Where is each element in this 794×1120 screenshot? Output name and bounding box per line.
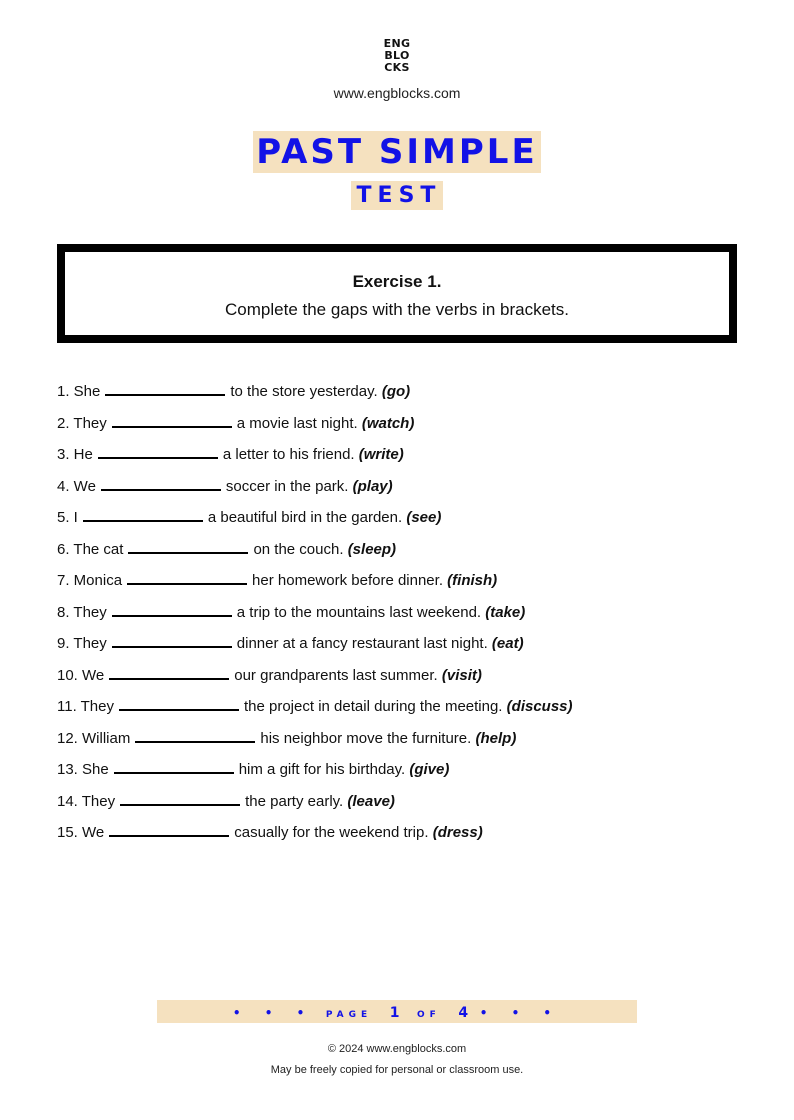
question-subject: 2. They [57, 414, 107, 432]
question-rest: a beautiful bird in the garden. [207, 509, 403, 526]
logo [0, 38, 794, 74]
question-subject: 3. He [57, 446, 93, 463]
dots-left: • • • [232, 1006, 315, 1020]
question-subject: 1. She [57, 383, 101, 400]
question-subject: 10. We [57, 666, 105, 684]
exercise-title: Exercise 1. [352, 272, 442, 291]
answer-blank[interactable] [128, 538, 248, 554]
question-subject: 14. They [57, 792, 116, 810]
question-item [57, 727, 747, 759]
answer-blank[interactable] [119, 695, 239, 711]
total-pages: 4 [458, 1005, 469, 1021]
logo-line: CKS [384, 61, 410, 74]
question-item [57, 506, 747, 538]
question-rest: a letter to his friend. [222, 446, 355, 463]
of-label: OF [417, 1010, 441, 1020]
title-wrap [0, 131, 794, 173]
question-rest: his neighbor move the furniture. [260, 729, 472, 747]
answer-blank[interactable] [109, 664, 229, 680]
question-item [57, 569, 747, 601]
answer-blank[interactable] [114, 758, 234, 774]
verb-hint: (discuss) [506, 698, 573, 715]
question-rest: a trip to the mountains last weekend. [236, 603, 482, 621]
question-rest: to the store yesterday. [230, 383, 378, 400]
answer-blank[interactable] [112, 601, 232, 617]
answer-blank[interactable] [83, 506, 203, 522]
verb-hint: (visit) [441, 666, 482, 684]
exercise-box [57, 244, 737, 343]
answer-blank[interactable] [109, 821, 229, 837]
question-subject: 13. She [57, 761, 109, 778]
question-list [57, 380, 747, 853]
current-page: 1 [389, 1005, 400, 1021]
license-note: May be freely copied for personal or classroom use. [270, 1064, 524, 1076]
dots-right: • • • [479, 1006, 562, 1020]
answer-blank[interactable] [127, 569, 247, 585]
verb-hint: (finish) [447, 572, 498, 589]
logo-line: BLO [384, 49, 410, 62]
question-subject: 11. They [57, 698, 114, 715]
question-item [57, 380, 747, 412]
question-rest: the party early. [245, 792, 344, 810]
verb-hint: (see) [406, 509, 442, 526]
question-rest: our grandparents last summer. [234, 666, 438, 684]
verb-hint: (help) [475, 729, 517, 747]
question-subject: 9. They [57, 635, 107, 652]
question-subject: 5. I [57, 509, 78, 526]
subtitle-wrap [0, 181, 794, 210]
question-rest: casually for the weekend trip. [234, 824, 429, 841]
question-item [57, 790, 747, 822]
verb-hint: (play) [352, 477, 393, 495]
answer-blank[interactable] [135, 727, 255, 743]
question-item [57, 632, 747, 664]
verb-hint: (watch) [361, 414, 415, 432]
page-title: PAST SIMPLE [253, 131, 540, 173]
verb-hint: (sleep) [347, 540, 397, 558]
question-rest: a movie last night. [236, 414, 358, 432]
answer-blank[interactable] [101, 475, 221, 491]
page-indicator [157, 1000, 637, 1023]
verb-hint: (eat) [491, 635, 524, 652]
question-subject: 6. The cat [57, 540, 124, 558]
question-subject: 15. We [57, 824, 105, 841]
question-rest: the project in detail during the meeting. [243, 698, 503, 715]
page-label: PAGE [325, 1010, 373, 1020]
verb-hint: (take) [485, 603, 526, 621]
question-rest: soccer in the park. [225, 477, 349, 495]
question-subject: 8. They [57, 603, 107, 621]
answer-blank[interactable] [112, 632, 232, 648]
verb-hint: (dress) [432, 824, 483, 841]
question-item [57, 758, 747, 790]
question-subject: 7. Monica [57, 572, 123, 589]
logo-line: ENG [383, 37, 411, 50]
question-subject: 12. William [57, 729, 131, 747]
question-item [57, 412, 747, 444]
exercise-instruction: Complete the gaps with the verbs in brackets. [225, 300, 569, 319]
verb-hint: (leave) [347, 792, 395, 810]
verb-hint: (go) [381, 383, 411, 400]
site-url: www.engblocks.com [333, 85, 461, 101]
answer-blank[interactable] [105, 380, 225, 396]
question-item [57, 821, 747, 853]
question-rest: dinner at a fancy restaurant last night. [236, 635, 488, 652]
copyright: © 2024 www.engblocks.com [327, 1043, 467, 1055]
question-item [57, 475, 747, 507]
page-subtitle: TEST [351, 181, 444, 210]
question-item [57, 695, 747, 727]
question-item [57, 664, 747, 696]
question-rest: him a gift for his birthday. [238, 761, 406, 778]
question-rest: on the couch. [253, 540, 344, 558]
question-item [57, 443, 747, 475]
question-subject: 4. We [57, 477, 96, 495]
question-item [57, 601, 747, 633]
answer-blank[interactable] [120, 790, 240, 806]
answer-blank[interactable] [98, 443, 218, 459]
question-rest: her homework before dinner. [252, 572, 443, 589]
question-item [57, 538, 747, 570]
verb-hint: (give) [409, 761, 450, 778]
verb-hint: (write) [358, 446, 404, 463]
answer-blank[interactable] [112, 412, 232, 428]
